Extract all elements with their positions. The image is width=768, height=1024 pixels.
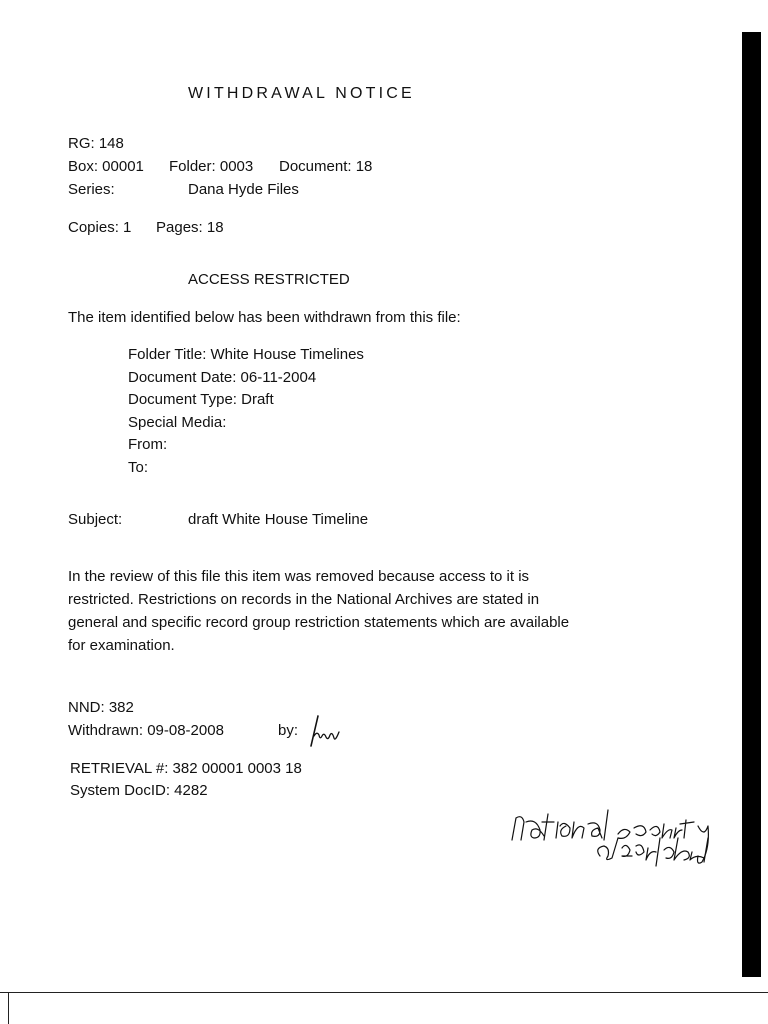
special-media: Special Media: — [128, 414, 227, 431]
folder-title: Folder Title: White House Timelines — [128, 346, 364, 363]
paragraph-line: for examination. — [68, 637, 175, 654]
box-number: Box: 00001 — [68, 158, 144, 175]
handwritten-initials — [306, 714, 342, 752]
copies-count: Copies: 1 — [68, 219, 132, 236]
from-field: From: — [128, 436, 168, 453]
paragraph-line: general and specific record group restriction statements which are available — [68, 614, 570, 631]
notice-title: WITHDRAWAL NOTICE — [188, 85, 415, 102]
scan-corner-mark — [8, 993, 9, 1024]
withdrawal-intro: The item identified below has been withdrawn from this file: — [68, 309, 461, 326]
rg-number: RG: 148 — [68, 135, 124, 152]
scan-bottom-rule — [0, 992, 768, 993]
document-type: Document Type: Draft — [128, 391, 274, 408]
nnd-number: NND: 382 — [68, 699, 134, 716]
scan-edge-bar — [742, 32, 761, 977]
handwritten-classification-note — [508, 808, 723, 874]
access-restricted-heading: ACCESS RESTRICTED — [188, 271, 350, 288]
series-value: Dana Hyde Files — [188, 181, 299, 198]
document-number: Document: 18 — [279, 158, 373, 175]
paragraph-line: restricted. Restrictions on records in the National Archives are stated in — [68, 591, 540, 608]
system-docid: System DocID: 4282 — [70, 782, 208, 799]
series-label: Series: — [68, 181, 115, 198]
retrieval-number: RETRIEVAL #: 382 00001 0003 18 — [70, 760, 302, 777]
to-field: To: — [128, 459, 149, 476]
restriction-paragraph — [68, 565, 628, 657]
pages-count: Pages: 18 — [156, 219, 224, 236]
folder-number: Folder: 0003 — [169, 158, 254, 175]
document-date: Document Date: 06-11-2004 — [128, 369, 317, 386]
subject-label: Subject: — [68, 511, 123, 528]
withdrawn-date: Withdrawn: 09-08-2008 — [68, 722, 224, 739]
subject-value: draft White House Timeline — [188, 511, 369, 528]
by-label: by: — [278, 722, 299, 739]
paragraph-line: In the review of this file this item was removed because access to it is — [68, 568, 530, 585]
